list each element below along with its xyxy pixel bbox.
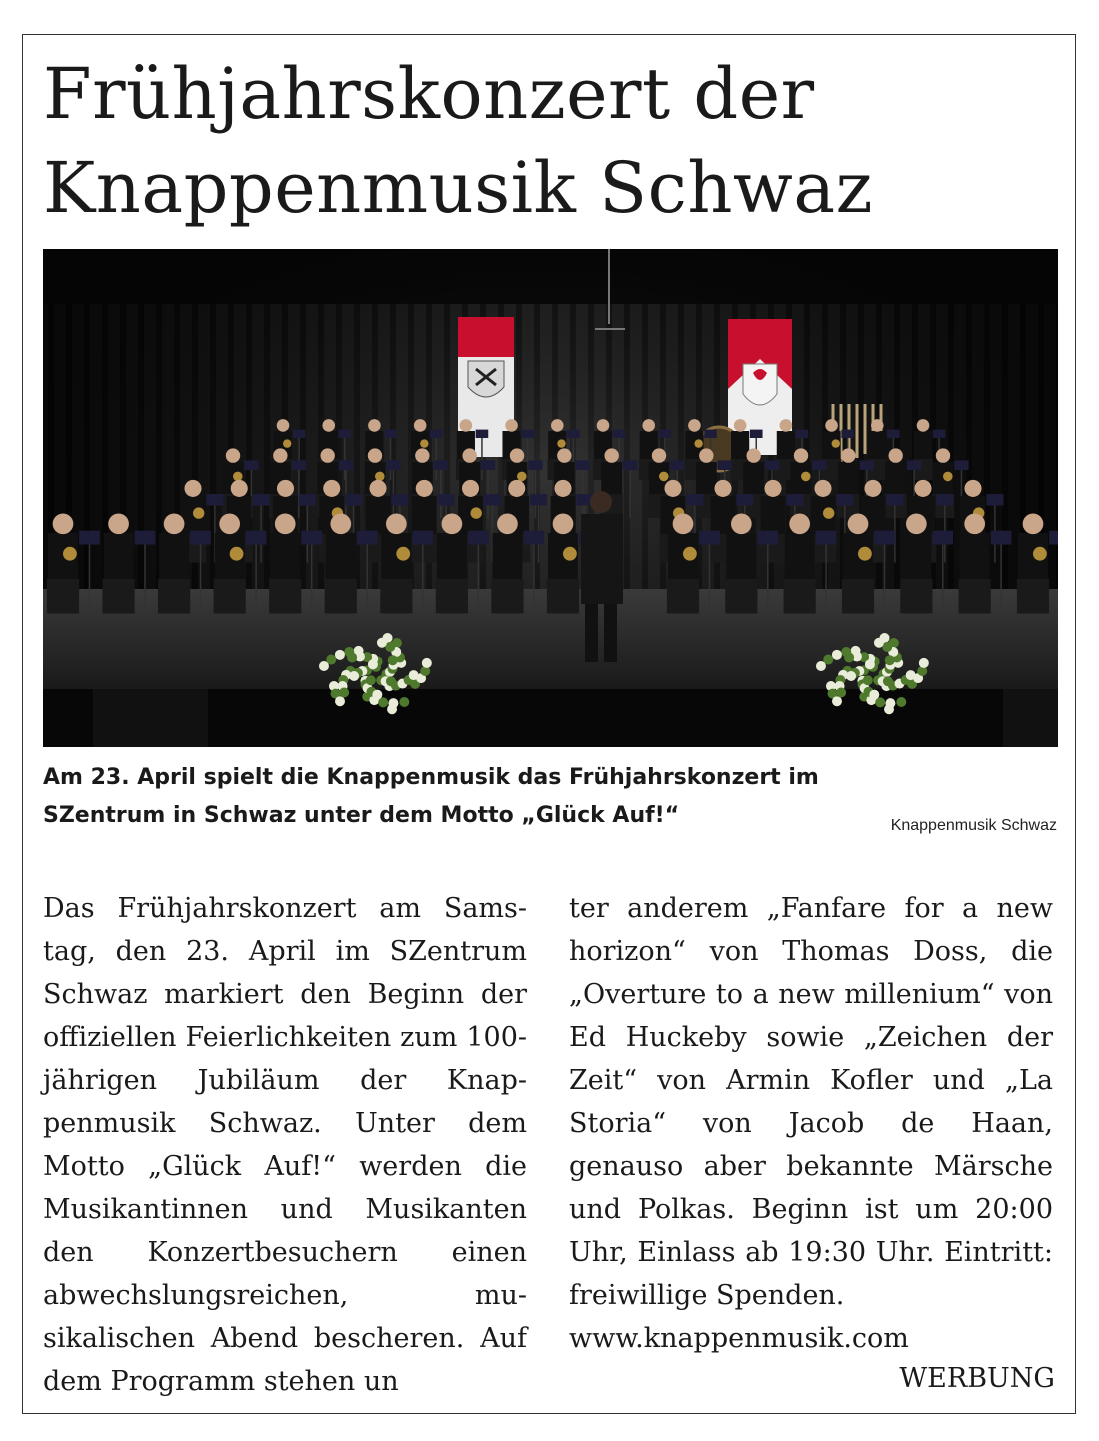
photo-credit: Knappenmusik Schwaz — [890, 817, 1057, 834]
body-column-right — [569, 887, 1053, 1360]
headline-line-2: Knappenmusik Schwaz — [43, 147, 873, 229]
headline-line-1: Frühjahrskonzert der — [43, 53, 815, 135]
concert-photo — [43, 249, 1058, 747]
body-column-right-text: ter anderem „Fanfare for a new horizon“ von Thomas Doss, die „Overture to a new millenium“ von Ed Huckeby sowie „Zeichen der Zeit“ von Armin Kofler und „La Storia“ von Jacob de Haan, genauso aber bekannte Märsche und Polkas. Beginn ist um 20:00 Uhr, Einlass ab 19:30 Uhr. Eintritt: freiwillige Spenden. — [569, 893, 1053, 1311]
advertorial-frame — [22, 34, 1076, 1414]
headline — [43, 47, 1053, 235]
website-link[interactable]: www.knappenmusik.com — [569, 1323, 909, 1354]
body-column-left: Das Frühjahrskonzert am Samstag, den 23. April im SZentrum Schwaz markiert den Beginn der offiziellen Feierlichkeiten zum 100-jährigen Jubiläum der Knappenmusik Schwaz. Unter dem Motto „Glück Auf!“ werden die Musikantinnen und Musikanten den Konzertbesuchern einen abwechslungsreichen, musikalischen Abend bescheren. Auf dem Programm stehen un — [43, 893, 527, 1397]
photo-caption: Am 23. April spielt die Knappenmusik das Frühjahrskonzert im SZentrum in Schwaz unter dem Motto „Glück Auf!“ — [43, 765, 819, 828]
advertisement-label: WERBUNG — [899, 1363, 1055, 1394]
